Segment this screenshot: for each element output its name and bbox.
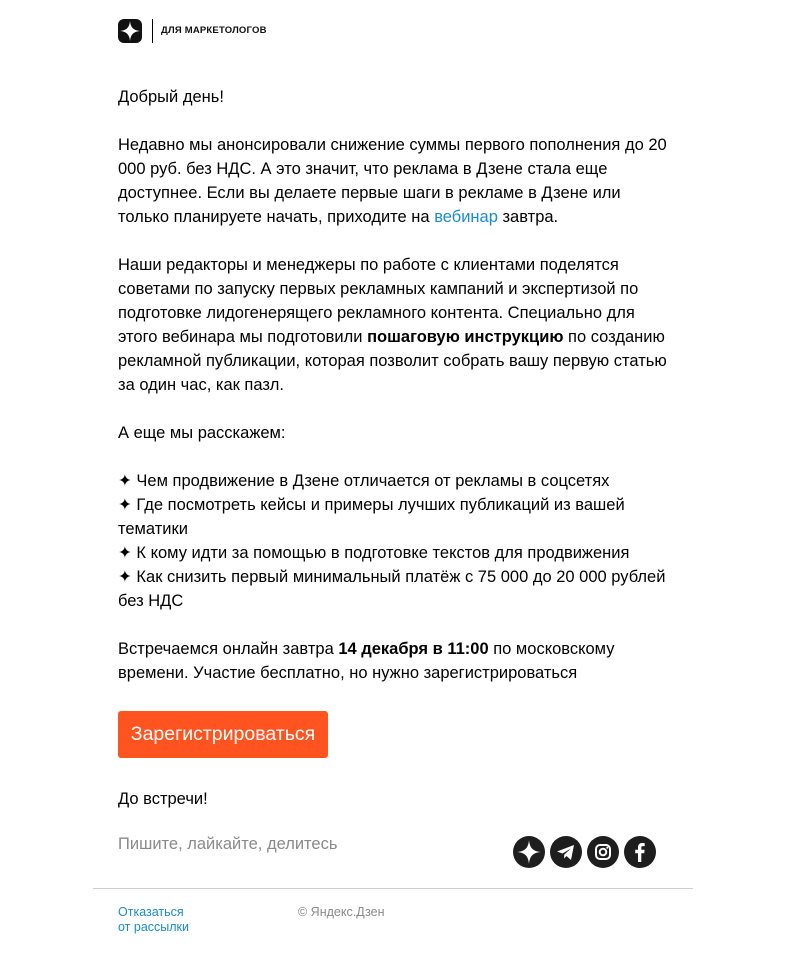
unsubscribe-link[interactable]: Отказаться от рассылки — [118, 905, 190, 934]
greeting: Добрый день! — [118, 88, 224, 106]
paragraph-editors: Наши редакторы и менеджеры по работе с клиентами поделятся советами по запуску первых рекламных кампаний и экспертизой по подготовке лидогенерящего рекламного контента. Специально для этого вебинара мы подготовили пошаговую инструкцию по созданию рекламной публикации, которая позволит собрать вашу первую статью за один час, как пазл. — [118, 256, 667, 394]
zen-logo-icon[interactable] — [118, 19, 142, 43]
brand-text: ДЛЯ МАРКЕТОЛОГОВ — [161, 25, 267, 36]
instruction-bold: пошаговую инструкцию — [367, 328, 564, 346]
closing-text: До встречи! — [118, 790, 208, 808]
paragraph-announcement: Недавно мы анонсировали снижение суммы первого пополнения до 20 000 руб. без НДС. А это значит, что реклама в Дзене стала еще доступнее. Если вы делаете первые шаги в рекламе в Дзене или только планируете начать, приходите на вебинар завтра. — [118, 136, 667, 226]
logo-divider — [152, 19, 153, 43]
footer-divider — [93, 888, 693, 889]
webinar-link[interactable]: вебинар — [434, 208, 498, 226]
paragraph-intro-list: А еще мы расскажем: — [118, 424, 286, 442]
list-item: ✦ Где посмотреть кейсы и примеры лучших публикаций из вашей тематики — [118, 496, 625, 538]
facebook-icon[interactable] — [624, 836, 656, 868]
list-item: ✦ Чем продвижение в Дзене отличается от рекламы в соцсетях — [118, 472, 610, 490]
list-item: ✦ К кому идти за помощью в подготовке текстов для продвижения — [118, 544, 630, 562]
meeting-date-bold: 14 декабря в 11:00 — [338, 640, 489, 658]
share-text: Пишите, лайкайте, делитесь — [118, 835, 338, 853]
instagram-icon[interactable] — [587, 836, 619, 868]
paragraph-meeting: Встречаемся онлайн завтра 14 декабря в 11:00 по московскому времени. Участие бесплатно, но нужно зарегистрироваться — [118, 640, 615, 682]
email-header — [118, 18, 267, 43]
zen-icon[interactable] — [513, 836, 545, 868]
list-item: ✦ Как снизить первый минимальный платёж с 75 000 до 20 000 рублей без НДС — [118, 568, 666, 610]
social-links — [513, 836, 656, 868]
register-button[interactable]: Зарегистрироваться — [118, 711, 328, 758]
email-body — [118, 85, 674, 685]
copyright-text: © Яндекс.Дзен — [298, 905, 385, 919]
telegram-icon[interactable] — [550, 836, 582, 868]
